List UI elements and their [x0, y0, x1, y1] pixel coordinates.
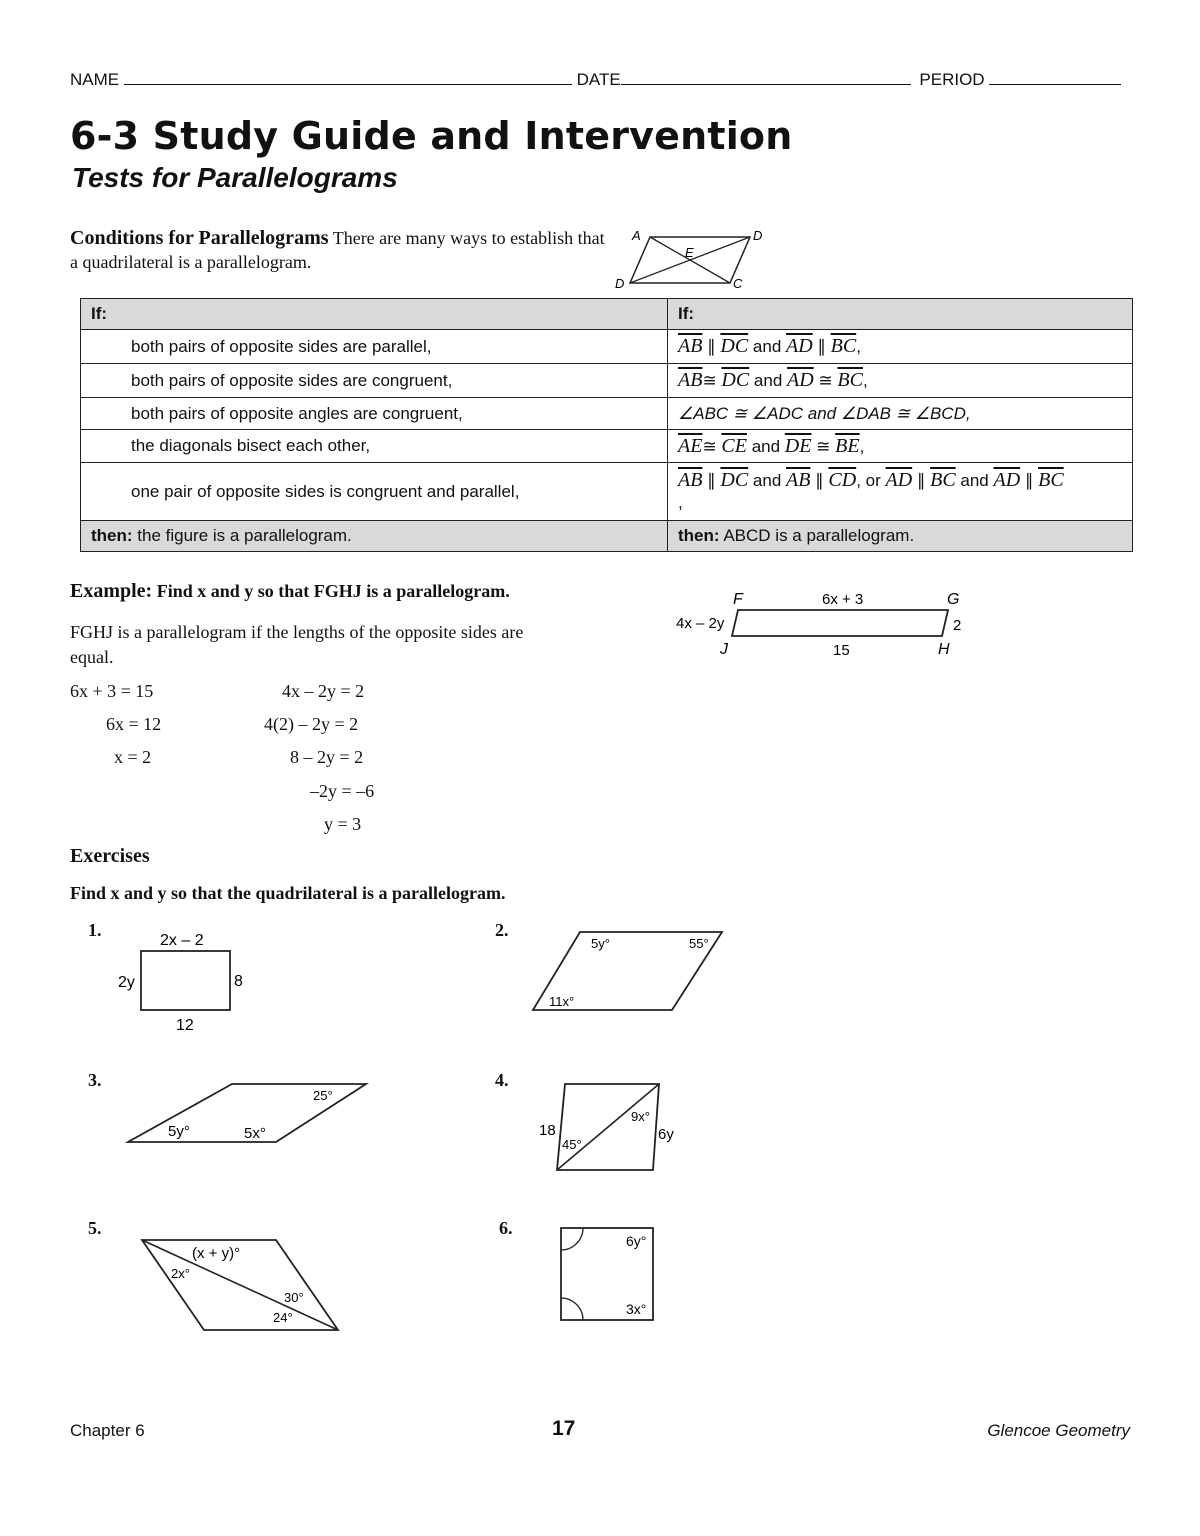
angle-label: 9x° [631, 1109, 650, 1124]
sym: ≅ [702, 371, 722, 390]
label-b: D [753, 228, 763, 243]
angle-label: 55° [689, 936, 709, 951]
exercises-heading: Exercises [70, 845, 150, 867]
diagonal [557, 1084, 659, 1170]
table-row [81, 364, 1133, 398]
footer-book: Glencoe Geometry [987, 1421, 1130, 1440]
condition-text: both pairs of opposite sides are parallel, [81, 330, 668, 364]
header-row [70, 70, 1130, 90]
then-left-text: the figure is a parallelogram. [132, 526, 352, 545]
side-label: 2y [118, 974, 135, 991]
seg: $\overline{DE}$ [784, 434, 812, 457]
sym: ∥ [702, 471, 721, 490]
angle-label: 5y° [591, 936, 610, 951]
then-row [81, 521, 1133, 552]
then-right-text: ABCD is a parallelogram. [719, 526, 915, 545]
condition-text: the diagonals bisect each other, [81, 430, 668, 463]
sym: ≅ [811, 436, 836, 456]
exercise-4-figure [535, 1076, 685, 1176]
condition-math [668, 364, 1133, 398]
then-right-cell [668, 521, 1133, 552]
exercise-number: 6. [499, 1218, 513, 1238]
exercise-number: 1. [88, 920, 102, 940]
intro-paragraph [70, 226, 610, 274]
sym: , [859, 436, 865, 456]
footer-chapter: Chapter 6 [70, 1421, 145, 1440]
eq-right-4: –2y = –6 [310, 781, 375, 801]
label-top: 6x + 3 [822, 591, 864, 608]
seg: $\overline{AD}$ [786, 335, 813, 357]
angle-label: 3x° [626, 1301, 647, 1317]
name-label: NAME [70, 70, 120, 89]
exercise-number: 2. [495, 920, 509, 940]
exercise-number: 5. [88, 1218, 102, 1238]
eq-right-5: y = 3 [324, 814, 362, 834]
period-label: PERIOD [919, 70, 985, 89]
angle-label: 11x° [549, 994, 575, 1009]
seg: $\overline{BC}$ [930, 469, 956, 491]
exercise-6-figure [550, 1218, 670, 1330]
fghj-parallelogram [732, 610, 948, 636]
seg: $\overline{AB}$ [678, 469, 703, 491]
condition-text: both pairs of opposite sides are congruent, [81, 364, 668, 398]
angle-label: 25° [313, 1088, 333, 1103]
label-left: 4x – 2y [676, 615, 725, 632]
seg: $\overline{AB}$ [786, 469, 811, 491]
sym: and [748, 337, 786, 356]
eq-right-2: 4(2) – 2y = 2 [264, 714, 359, 734]
sym: ∥ [702, 337, 721, 356]
angle-label: 5y° [168, 1123, 190, 1140]
side-label: 8 [234, 973, 243, 990]
table-row [81, 430, 1133, 463]
angle-arc-bottom [561, 1298, 583, 1320]
seg: $\overline{AD}$ [993, 469, 1021, 491]
side-label: 6y [658, 1126, 674, 1143]
seg: $\overline{AB}$ [678, 369, 703, 391]
sym: ≅ [702, 436, 722, 456]
seg: $\overline{BE}$ [835, 434, 860, 457]
seg: $\overline{DC}$ [721, 369, 750, 391]
page-title: 6-3 Study Guide and Intervention [70, 114, 793, 158]
condition-math: ∠ABC ≅ ∠ADC and ∠DAB ≅ ∠BCD, [668, 398, 1133, 430]
sym: and [748, 471, 786, 490]
condition-text: one pair of opposite sides is congruent and parallel, [81, 463, 668, 521]
label-right: 2 [953, 617, 962, 634]
example-label: Example: [70, 580, 153, 602]
seg: $\overline{AD}$ [885, 469, 913, 491]
table-row [81, 398, 1133, 430]
sym: ∥ [812, 337, 831, 356]
seg: $\overline{AB}$ [678, 335, 703, 357]
example-heading [70, 580, 510, 603]
seg: $\overline{BC}$ [837, 369, 863, 391]
angle-label: (x + y)° [192, 1245, 241, 1262]
sym: and [749, 371, 788, 390]
intro-heading: Conditions for Parallelograms [70, 227, 329, 249]
eq-right-1: 4x – 2y = 2 [282, 681, 365, 701]
label-h: H [938, 641, 950, 658]
intro-text: There are many ways to establish that a quadrilateral is a parallelogram. [70, 228, 605, 272]
eq-left-1: 6x + 3 = 15 [70, 681, 154, 701]
fghj-figure [670, 584, 980, 664]
if-left: If: [91, 304, 108, 323]
if-left-cell [81, 299, 668, 330]
seg: $\overline{DC}$ [720, 335, 749, 357]
eq-right-3: 8 – 2y = 2 [290, 747, 364, 767]
seg: $\overline{DC}$ [720, 469, 749, 491]
angle-label: 30° [284, 1290, 304, 1305]
exercise-1-figure [110, 924, 260, 1036]
date-label: DATE [576, 70, 621, 89]
name-line[interactable] [124, 70, 572, 85]
seg: $\overline{AE}$ [678, 434, 703, 457]
angle-label: 45° [562, 1137, 582, 1152]
sym: , [862, 371, 868, 390]
rectangle-shape [141, 951, 230, 1010]
exercise-2-figure [525, 924, 735, 1016]
angle-label: 2x° [171, 1266, 190, 1281]
if-right-cell [668, 299, 1133, 330]
diagonal-db [630, 237, 750, 283]
side-label: 18 [539, 1122, 556, 1139]
exercise-number: 4. [495, 1070, 509, 1090]
table-row [81, 330, 1133, 364]
sym: ∥ [1020, 471, 1039, 490]
seg: $\overline{BC}$ [1038, 469, 1064, 491]
condition-math [668, 430, 1133, 463]
eq-left-3: x = 2 [114, 747, 152, 767]
condition-math [668, 463, 1133, 521]
condition-math [668, 330, 1133, 364]
label-j: J [720, 641, 728, 658]
sym: , or [856, 471, 886, 490]
then-left-cell [81, 521, 668, 552]
then-left-label: then: [91, 526, 133, 545]
side-label: 12 [176, 1017, 194, 1034]
label-d: D [615, 276, 625, 291]
seg: $\overline{CD}$ [828, 469, 857, 491]
label-a: A [632, 228, 641, 243]
condition-text: both pairs of opposite angles are congruent, [81, 398, 668, 430]
footer-page-number: 17 [552, 1417, 576, 1440]
then-right-label: then: [678, 526, 720, 545]
sym: ∥ [810, 471, 829, 490]
label-bottom: 15 [833, 642, 850, 659]
label-e: E [685, 245, 694, 260]
exercises-instruction: Find x and y so that the quadrilateral is a parallelogram. [70, 883, 506, 903]
conditions-table [80, 298, 1133, 552]
seg: $\overline{AD}$ [787, 369, 814, 391]
example-prompt: Find x and y so that FGHJ is a parallelogram. [156, 581, 510, 601]
sym: ∥ [912, 471, 931, 490]
sym: and [746, 436, 785, 456]
if-right: If: [678, 304, 695, 323]
exercise-3-figure [120, 1076, 375, 1148]
eq-left-2: 6x = 12 [106, 714, 162, 734]
table-row [81, 463, 1133, 521]
date-line[interactable] [621, 70, 911, 85]
example-text: FGHJ is a parallelogram if the lengths of the opposite sides are equal. [70, 622, 524, 667]
angle-label: 6y° [626, 1233, 647, 1249]
period-line[interactable] [989, 70, 1121, 85]
angle-arc-top [561, 1228, 583, 1250]
label-f: F [733, 591, 743, 608]
exercise-5-figure [130, 1230, 350, 1334]
sym: ≅ [813, 371, 838, 390]
exercise-number: 3. [88, 1070, 102, 1090]
seg: $\overline{BC}$ [830, 335, 857, 357]
page-subtitle: Tests for Parallelograms [72, 162, 398, 193]
sym: , [678, 493, 683, 512]
sym: and [955, 471, 994, 490]
abcd-figure [612, 226, 772, 292]
label-c: C [733, 276, 743, 291]
label-g: G [947, 591, 960, 608]
table-header-row [81, 299, 1133, 330]
angle-label: 24° [273, 1310, 293, 1325]
side-label: 2x – 2 [160, 932, 204, 949]
sym: , [856, 337, 861, 356]
seg: $\overline{CE}$ [721, 434, 747, 457]
angle-label: 5x° [244, 1125, 266, 1142]
